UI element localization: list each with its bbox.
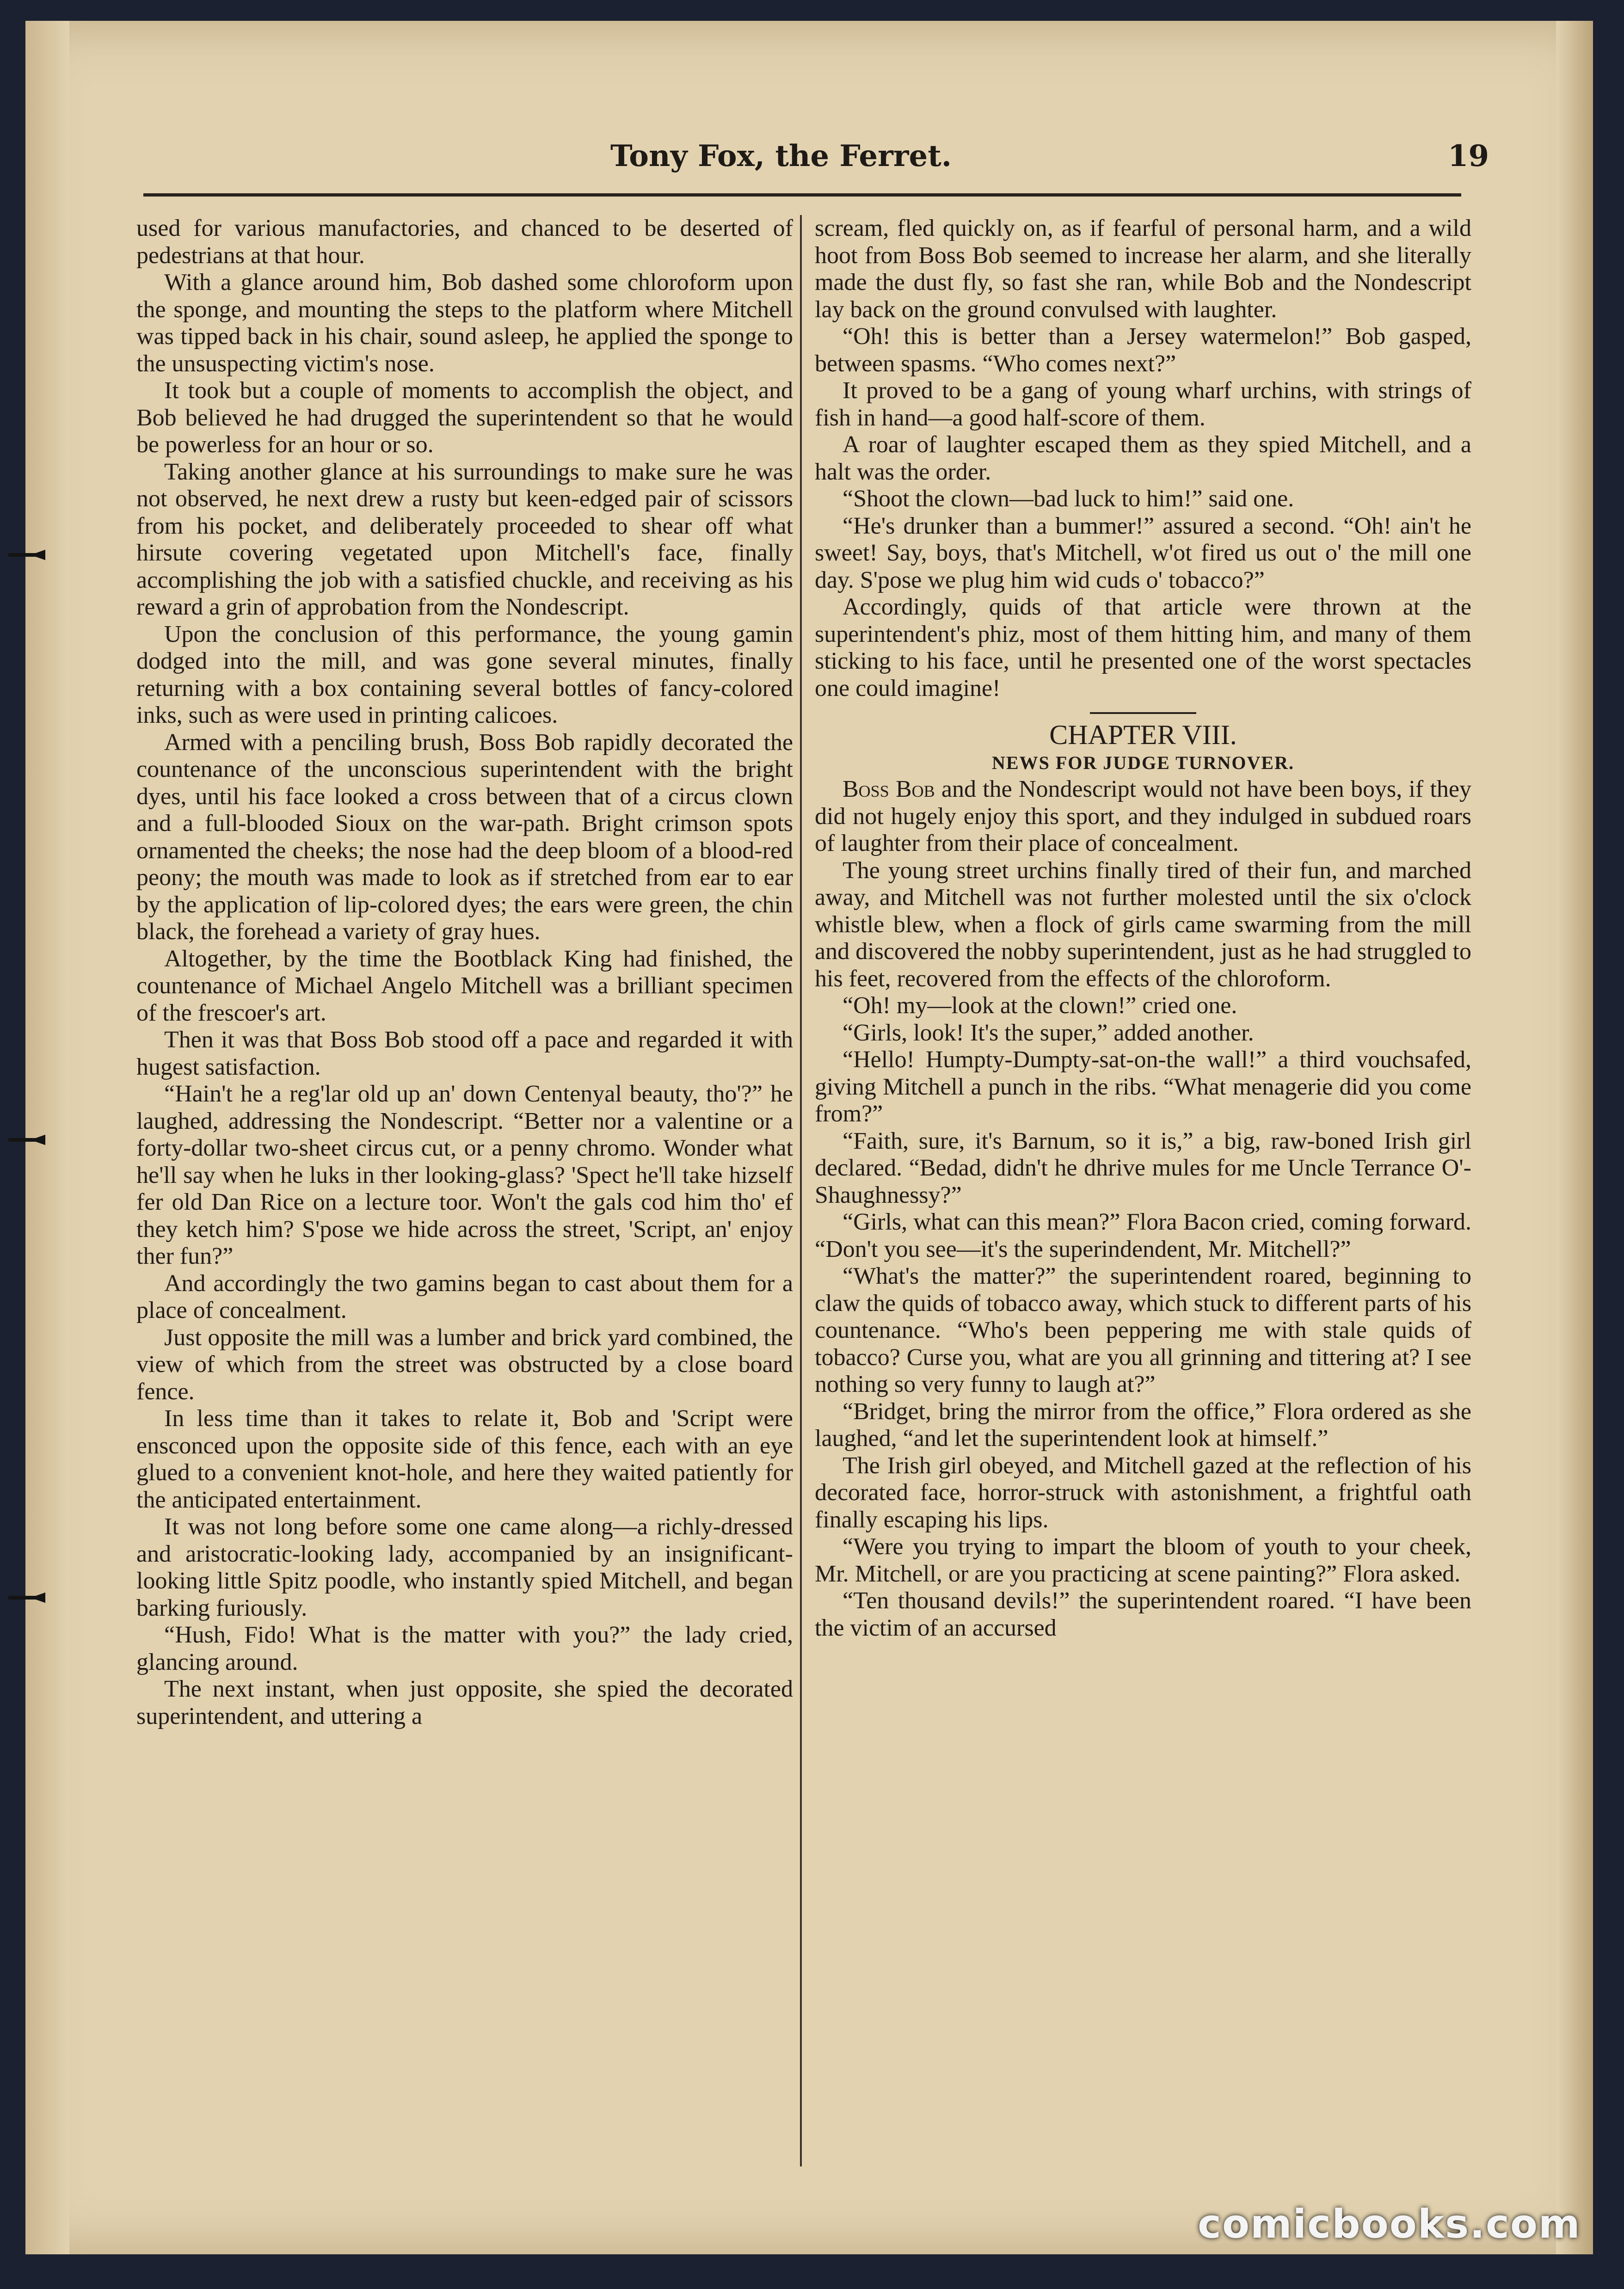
chapter-opening-text: and the Nondescript would not have been boys, if they did not hugely enjoy this sport, and they indulged in subdued roars of laughter from their place of concealment.	[815, 776, 1471, 856]
binding-hole-icon	[8, 1591, 45, 1605]
chapter-rule	[1090, 712, 1196, 714]
paragraph: “Oh! this is better than a Jersey watermelon!” Bob gasped, between spasms. “Who comes next?”	[815, 323, 1471, 377]
chapter-opening-paragraph	[815, 776, 1471, 857]
paragraph: With a glance around him, Bob dashed some chloroform upon the sponge, and mounting the steps to the platform where Mitchell was tipped back in his chair, sound asleep, he applied the sponge to the unsuspecting victim's nose.	[136, 269, 793, 377]
paragraph: It took but a couple of moments to accomplish the object, and Bob believed he had drugged the superintendent so that he would be powerless for an hour or so.	[136, 377, 793, 458]
paragraph: “He's drunker than a bummer!” assured a second. “Oh! ain't he sweet! Say, boys, that's Mitchell, w'ot fired us out o' the mill one day. S'pose we plug him wid cuds o' tobacco?”	[815, 512, 1471, 593]
paragraph: Upon the conclusion of this performance, the young gamin dodged into the mill, and was gone several minutes, finally returning with a box containing several bottles of fancy-colored inks, such as were used in printing calicoes.	[136, 621, 793, 728]
paragraph: The Irish girl obeyed, and Mitchell gazed at the reflection of his decorated face, horror-struck with astonishment, a frightful oath finally escaping his lips.	[815, 1452, 1471, 1533]
paragraph: A roar of laughter escaped them as they spied Mitchell, and a halt was the order.	[815, 431, 1471, 485]
paragraph: “Girls, look! It's the super,” added another.	[843, 1019, 1254, 1046]
page-number: 19	[1447, 139, 1489, 173]
paragraph: “Hush, Fido! What is the matter with you?” the lady cried, glancing around.	[136, 1622, 793, 1675]
paragraph: It was not long before some one came along—a richly-dressed and aristocratic-looking lady, accompanied by an insignificant-looking little Spitz poodle, who instantly spied Mitchell, and began barking furiously.	[136, 1514, 793, 1621]
right-column	[815, 215, 1471, 2171]
paragraph: “Girls, what can this mean?” Flora Bacon cried, coming forward. “Don't you see—it's the superindendent, Mr. Mitchell?”	[815, 1209, 1471, 1262]
watermark: comicbooks.com	[1198, 2201, 1581, 2247]
column-divider	[800, 215, 802, 2166]
paragraph: “Faith, sure, it's Barnum, so it is,” a big, raw-boned Irish girl declared. “Bedad, didn't he dhrive mules for me Uncle Terrance O'-Shaughnessy?”	[815, 1127, 1471, 1208]
paragraph: “Bridget, bring the mirror from the office,” Flora ordered as she laughed, “and let the superintendent look at himself.”	[815, 1398, 1471, 1452]
paragraph: “Hello! Humpty-Dumpty-sat-on-the wall!” a third vouchsafed, giving Mitchell a punch in the ribs. “What menagerie did you come from?”	[815, 1046, 1471, 1127]
left-column	[136, 215, 793, 2171]
paragraph: “Oh! my—look at the clown!” cried one.	[843, 992, 1237, 1019]
chapter-title: CHAPTER VIII.	[1049, 720, 1237, 750]
paragraph: “Ten thousand devils!” the superintendent roared. “I have been the victim of an accursed	[815, 1588, 1471, 1641]
paragraph: Taking another glance at his surroundings to make sure he was not observed, he next drew a rusty but keen-edged pair of scissors from his pocket, and deliberately proceeded to shear off what hirsute covering vegetated upon Mitchell's face, finally accomplishing the job with a satisfied chuckle, and receiving as his reward a grin of approbation from the Nondescript.	[136, 458, 793, 620]
page-edge-right	[1556, 21, 1593, 2254]
binding-hole-icon	[8, 1133, 45, 1147]
paragraph: scream, fled quickly on, as if fearful of personal harm, and a wild hoot from Boss Bob seemed to increase her alarm, and she literally made the dust fly, so fast she ran, while Bob and the Nondescript lay back on the ground convulsed with laughter.	[815, 215, 1471, 323]
paragraph: “Shoot the clown—bad luck to him!” said one.	[843, 486, 1294, 512]
paragraph: It proved to be a gang of young wharf urchins, with strings of fish in hand—a good half-score of them.	[815, 377, 1471, 431]
paragraph: “Hain't he a reg'lar old up an' down Centenyal beauty, tho'?” he laughed, addressing the Nondescript. “Better nor a valentine or a forty-dollar two-sheet circus cut, or a penny chromo. Wonder what he'll say when he luks in ther looking-glass? 'Spect he'll take hizself fer old Dan Rice on a lecture toor. Won't the gals cod him tho' ef they ketch him? S'pose we hide across the street, 'Script, an' enjoy ther fun?”	[136, 1081, 793, 1269]
paragraph: used for various manufactories, and chanced to be deserted of pedestrians at that hour.	[136, 215, 793, 269]
paragraph: The young street urchins finally tired of their fun, and marched away, and Mitchell was not further molested until the six o'clock whistle blew, when a flock of girls came swarming from the mill and discovered the nobby superintendent, just as he had struggled to his feet, recovered from the effects of the chloroform.	[815, 857, 1471, 992]
paragraph: “Were you trying to impart the bloom of youth to your cheek, Mr. Mitchell, or are you practicing at scene painting?” Flora asked.	[815, 1533, 1471, 1587]
paragraph: In less time than it takes to relate it, Bob and 'Script were ensconced upon the opposite side of this fence, each with an eye glued to a convenient knot-hole, and here they waited patiently for the anticipated entertainment.	[136, 1405, 793, 1513]
running-title: Tony Fox, the Ferret.	[610, 139, 952, 173]
chapter-opening-lead: Boss Bob	[843, 776, 935, 802]
running-head	[610, 139, 1489, 176]
paragraph: The next instant, when just opposite, she spied the decorated superintendent, and uttering a	[136, 1676, 793, 1729]
paragraph: Then it was that Boss Bob stood off a pace and regarded it with hugest satisfaction.	[136, 1027, 793, 1080]
paragraph: Armed with a penciling brush, Boss Bob rapidly decorated the countenance of the unconscious superintendent with the bright dyes, until his face looked a cross between that of a circus clown and a full-blooded Sioux on the war-path. Bright crimson spots ornamented the cheeks; the nose had the deep bloom of a blood-red peony; the mouth was made to look as if stretched from ear to ear by the application of lip-colored dyes; the ears were green, the chin black, the forehead a variety of gray hues.	[136, 729, 793, 945]
paragraph: “What's the matter?” the superintendent roared, beginning to claw the quids of tobacco away, which stuck to different parts of his countenance. “Who's been peppering me with stale quids of tobacco? Curse you, what are you all grinning and tittering at? I see nothing so very funny to laugh at?”	[815, 1263, 1471, 1397]
paragraph: And accordingly the two gamins began to cast about them for a place of concealment.	[136, 1270, 793, 1323]
binding-hole-icon	[8, 548, 45, 562]
paragraph: Just opposite the mill was a lumber and brick yard combined, the view of which from the street was obstructed by a close board fence.	[136, 1324, 793, 1405]
header-rule	[143, 193, 1461, 197]
paragraph: Altogether, by the time the Bootblack King had finished, the countenance of Michael Angelo Mitchell was a brilliant specimen of the frescoer's art.	[136, 945, 793, 1026]
chapter-subtitle: NEWS FOR JUDGE TURNOVER.	[992, 752, 1294, 773]
paragraph: Accordingly, quids of that article were thrown at the superintendent's phiz, most of them hitting him, and many of them sticking to his face, until he presented one of the worst spectacles one could imagine!	[815, 594, 1471, 701]
